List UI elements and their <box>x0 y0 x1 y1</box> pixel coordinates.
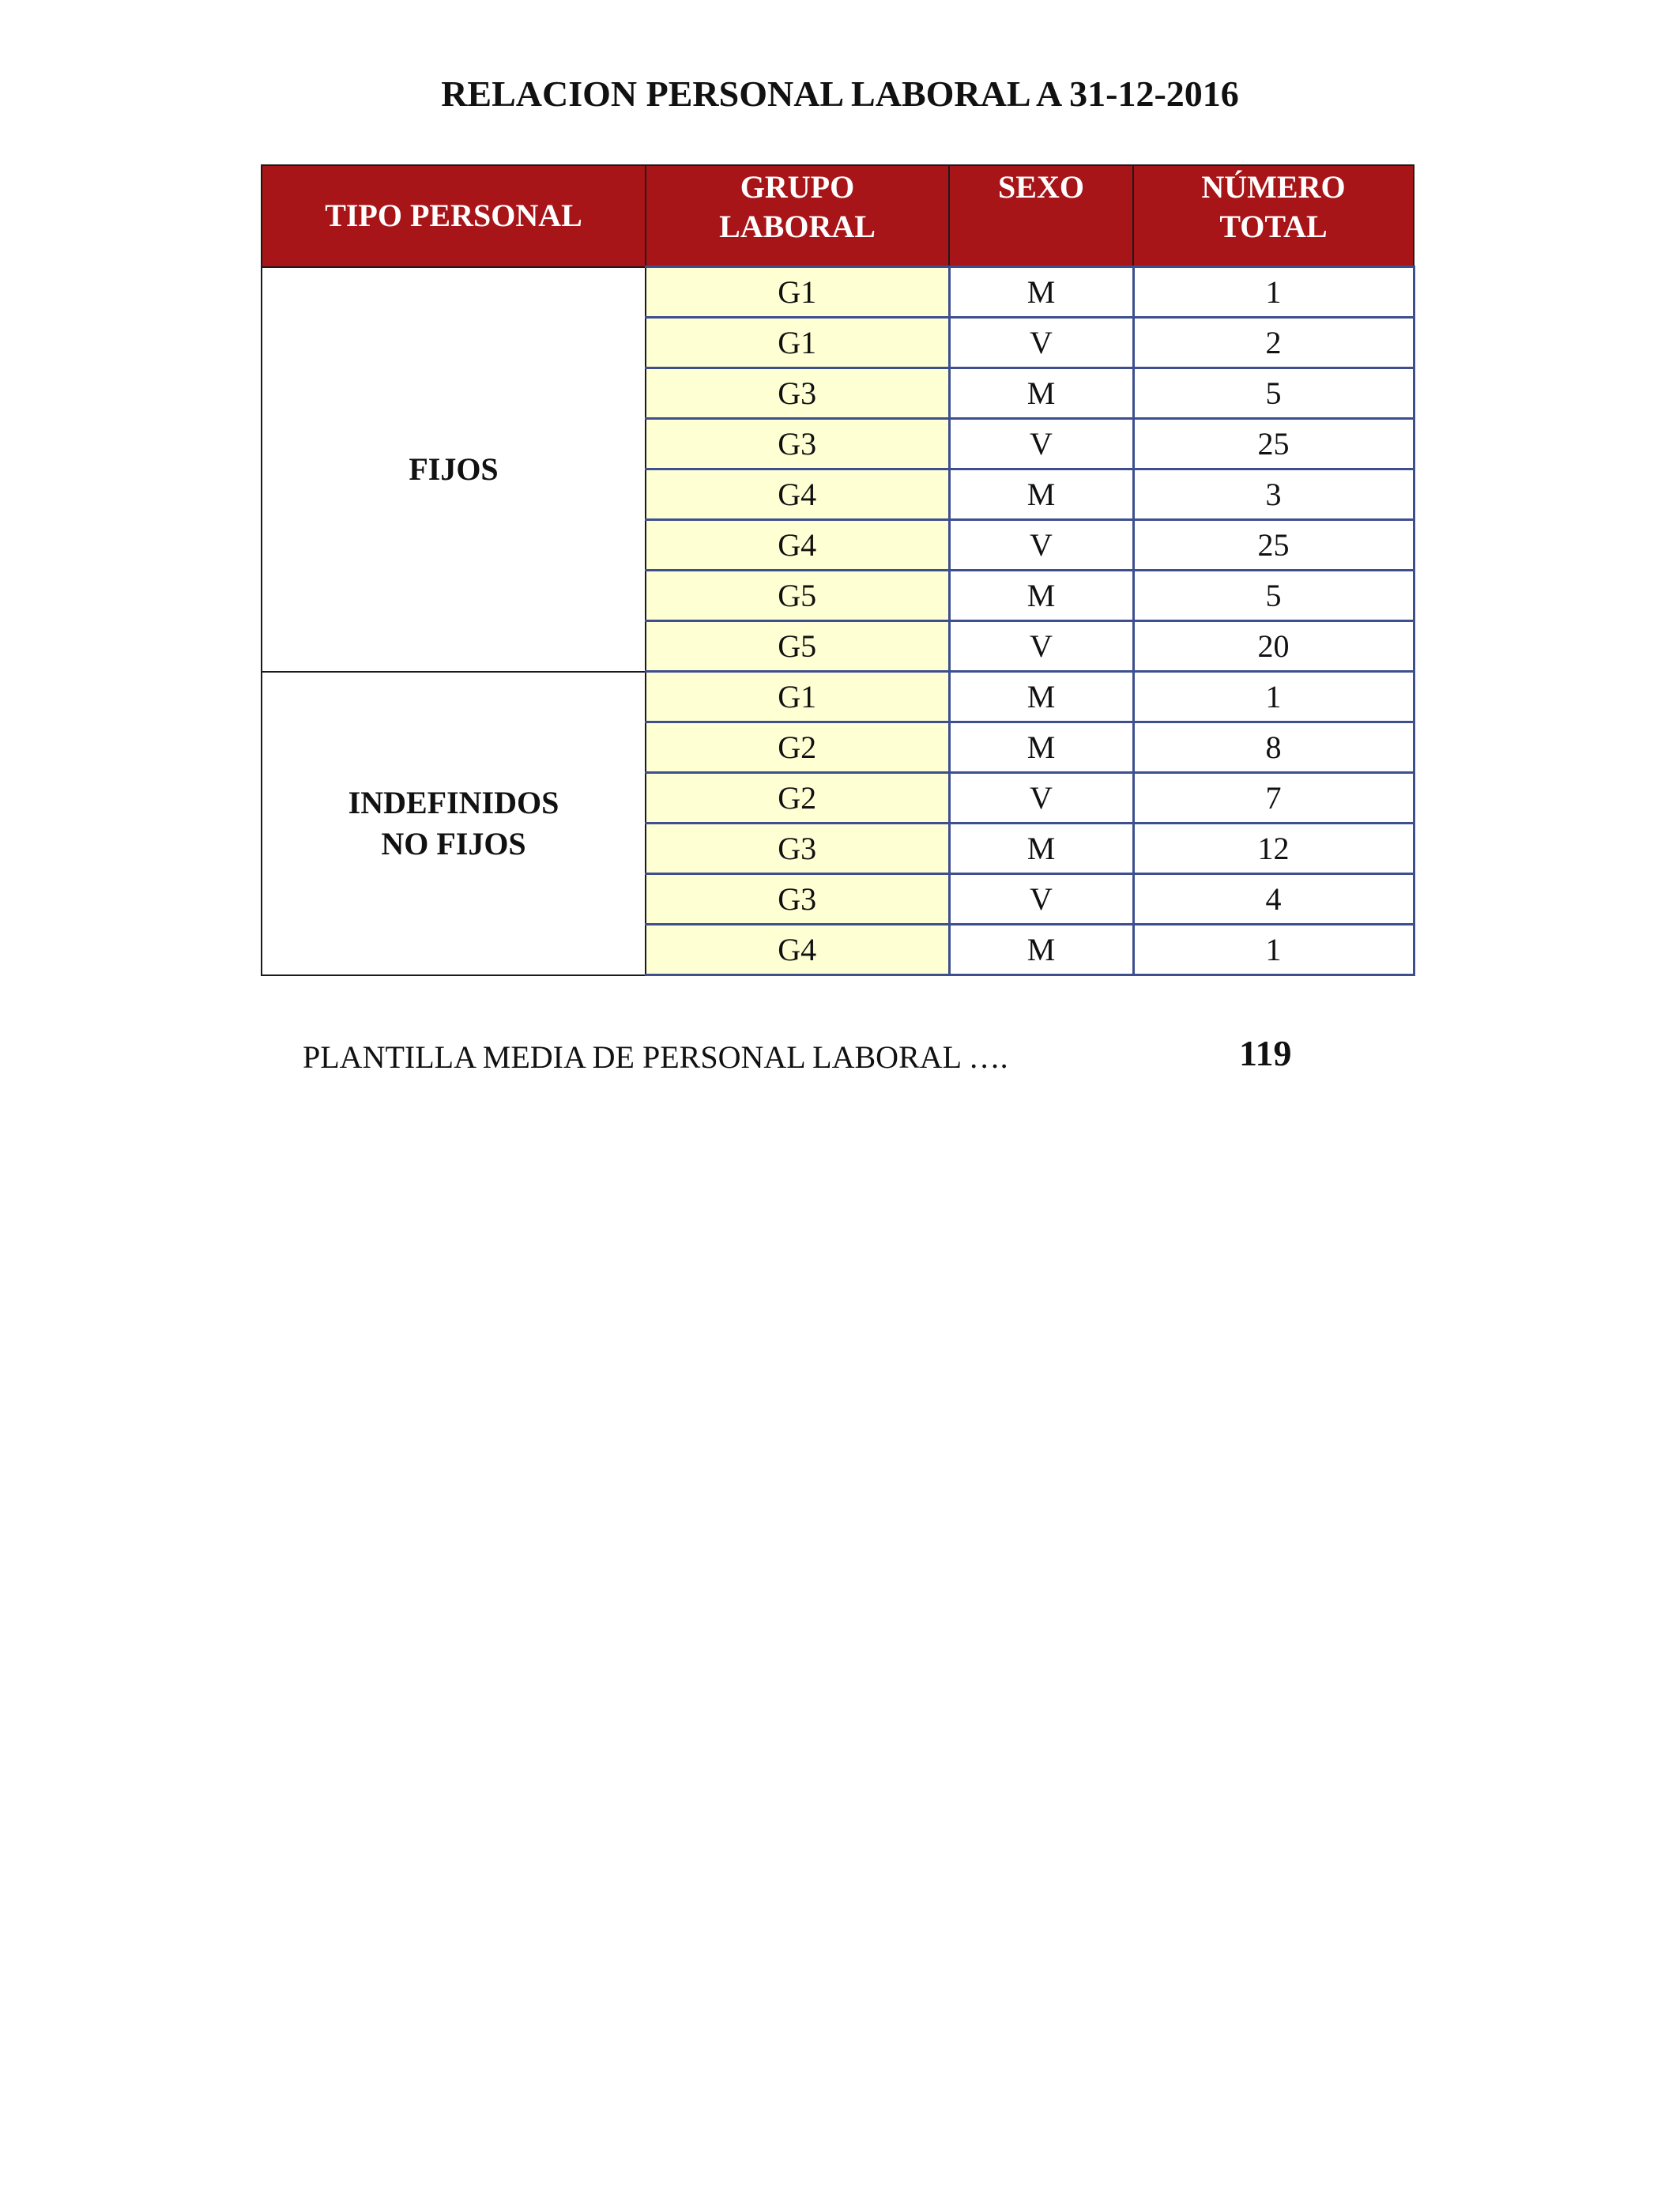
header-numero-total-line2: TOTAL <box>1219 209 1328 244</box>
tipo-personal-label-line1: FIJOS <box>409 450 499 487</box>
grupo-laboral-cell: G5 <box>646 621 949 672</box>
grupo-laboral-cell: G3 <box>646 368 949 419</box>
table-row <box>262 267 1414 318</box>
summary-label: PLANTILLA MEDIA DE PERSONAL LABORAL …. <box>303 1039 1008 1075</box>
numero-total-cell: 8 <box>1133 722 1414 773</box>
sexo-cell: M <box>949 672 1133 722</box>
numero-total-cell: 1 <box>1133 672 1414 722</box>
table-header-row <box>262 165 1414 267</box>
tipo-personal-cell <box>262 672 646 975</box>
header-tipo-personal-label: TIPO PERSONAL <box>325 198 582 234</box>
sexo-cell: M <box>949 722 1133 773</box>
numero-total-cell: 1 <box>1133 267 1414 318</box>
numero-total-cell: 3 <box>1133 469 1414 520</box>
numero-total-cell: 12 <box>1133 824 1414 874</box>
sexo-cell: M <box>949 571 1133 621</box>
grupo-laboral-cell: G3 <box>646 419 949 469</box>
grupo-laboral-cell: G4 <box>646 925 949 975</box>
sexo-cell: V <box>949 419 1133 469</box>
table-body <box>262 267 1414 975</box>
numero-total-cell: 5 <box>1133 571 1414 621</box>
numero-total-cell: 1 <box>1133 925 1414 975</box>
numero-total-cell: 4 <box>1133 874 1414 925</box>
sexo-cell: M <box>949 368 1133 419</box>
tipo-personal-label-line1: INDEFINIDOS <box>348 784 559 820</box>
table-row <box>262 672 1414 722</box>
sexo-cell: V <box>949 621 1133 672</box>
numero-total-cell: 7 <box>1133 773 1414 824</box>
grupo-laboral-cell: G3 <box>646 824 949 874</box>
numero-total-cell: 20 <box>1133 621 1414 672</box>
tipo-personal-label-line2: NO FIJOS <box>381 825 526 861</box>
header-tipo-personal <box>262 165 646 267</box>
tipo-personal-cell <box>262 267 646 672</box>
sexo-cell: V <box>949 773 1133 824</box>
header-sexo-label: SEXO <box>998 169 1084 205</box>
header-grupo-laboral-line2: LABORAL <box>719 209 876 244</box>
grupo-laboral-cell: G4 <box>646 520 949 571</box>
sexo-cell: V <box>949 318 1133 368</box>
numero-total-cell: 25 <box>1133 520 1414 571</box>
grupo-laboral-cell: G2 <box>646 773 949 824</box>
grupo-laboral-cell: G3 <box>646 874 949 925</box>
header-grupo-laboral-line1: GRUPO <box>740 169 855 205</box>
sexo-cell: M <box>949 925 1133 975</box>
sexo-cell: M <box>949 469 1133 520</box>
grupo-laboral-cell: G1 <box>646 672 949 722</box>
numero-total-cell: 2 <box>1133 318 1414 368</box>
grupo-laboral-cell: G1 <box>646 318 949 368</box>
sexo-cell: V <box>949 874 1133 925</box>
grupo-laboral-cell: G5 <box>646 571 949 621</box>
summary-value: 119 <box>1239 1033 1292 1073</box>
header-numero-total-line1: NÚMERO <box>1201 169 1346 205</box>
numero-total-cell: 5 <box>1133 368 1414 419</box>
header-grupo-laboral <box>646 165 949 267</box>
numero-total-cell: 25 <box>1133 419 1414 469</box>
grupo-laboral-cell: G2 <box>646 722 949 773</box>
sexo-cell: V <box>949 520 1133 571</box>
document-title: RELACION PERSONAL LABORAL A 31-12-2016 <box>441 74 1239 114</box>
sexo-cell: M <box>949 824 1133 874</box>
header-sexo <box>949 165 1133 267</box>
staff-table <box>261 164 1415 976</box>
grupo-laboral-cell: G4 <box>646 469 949 520</box>
sexo-cell: M <box>949 267 1133 318</box>
header-numero-total <box>1133 165 1414 267</box>
grupo-laboral-cell: G1 <box>646 267 949 318</box>
